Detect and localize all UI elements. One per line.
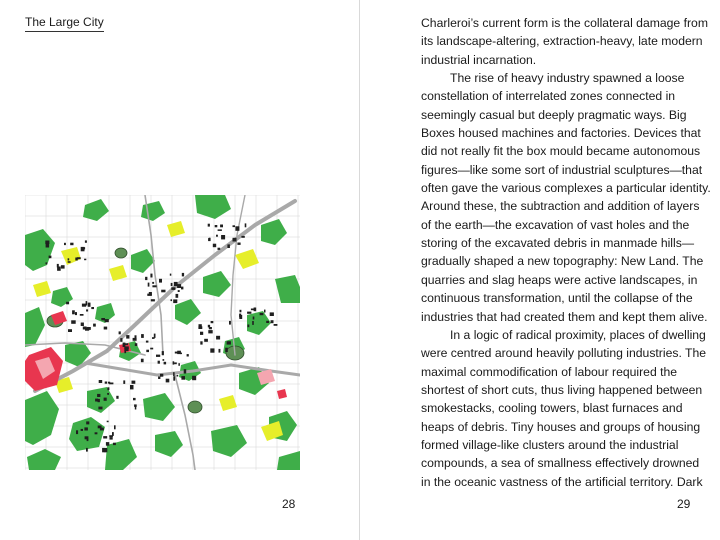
- paragraph: Charleroi’s current form is the collateral damage from its landscape-altering, extraction-heavy, late modern industrial incarnation.: [421, 16, 708, 67]
- page-number: 28: [282, 497, 296, 511]
- left-page: [0, 0, 359, 540]
- right-page: [360, 0, 720, 540]
- territory-map: [25, 195, 300, 470]
- paragraph: In a logic of radical proximity, places of dwelling were centred around heavily polluting industries. The maximal commodification of labour required the shortest of short cuts, thus living happened between smokestacks, cooling towers, blast furnaces and heaps of debris. Tiny houses and groups of housing formed village-like clusters around the industrial compounds, a sea of smallness effectively drowned in the oceanic vastness of the artificial territory. Dark: [421, 327, 706, 489]
- page-number: 29: [677, 497, 691, 511]
- body-text: [421, 14, 711, 491]
- running-head: The Large City: [25, 15, 104, 32]
- paragraph: The rise of heavy industry spawned a loose constellation of interrelated zones connected in seemingly casual but deeply pragmatic ways. Big Boxes housed machines and factories. Devices that did not really fit the box mould became autonomous figures—like some sort of industrial sculptures—that often gave the various complexes a particular identity. Around these, the subtraction and addition of layers of the earth—the excavation of vast holes and the storing of the excavated debris in manmade hills—gradually shaped a new topography: New Land. The quarries and slag heaps were active landscapes, in continuous transformation, until the collapse of the industries that had created them and kept them alive.: [421, 71, 711, 324]
- territory-map-figure: [25, 195, 300, 470]
